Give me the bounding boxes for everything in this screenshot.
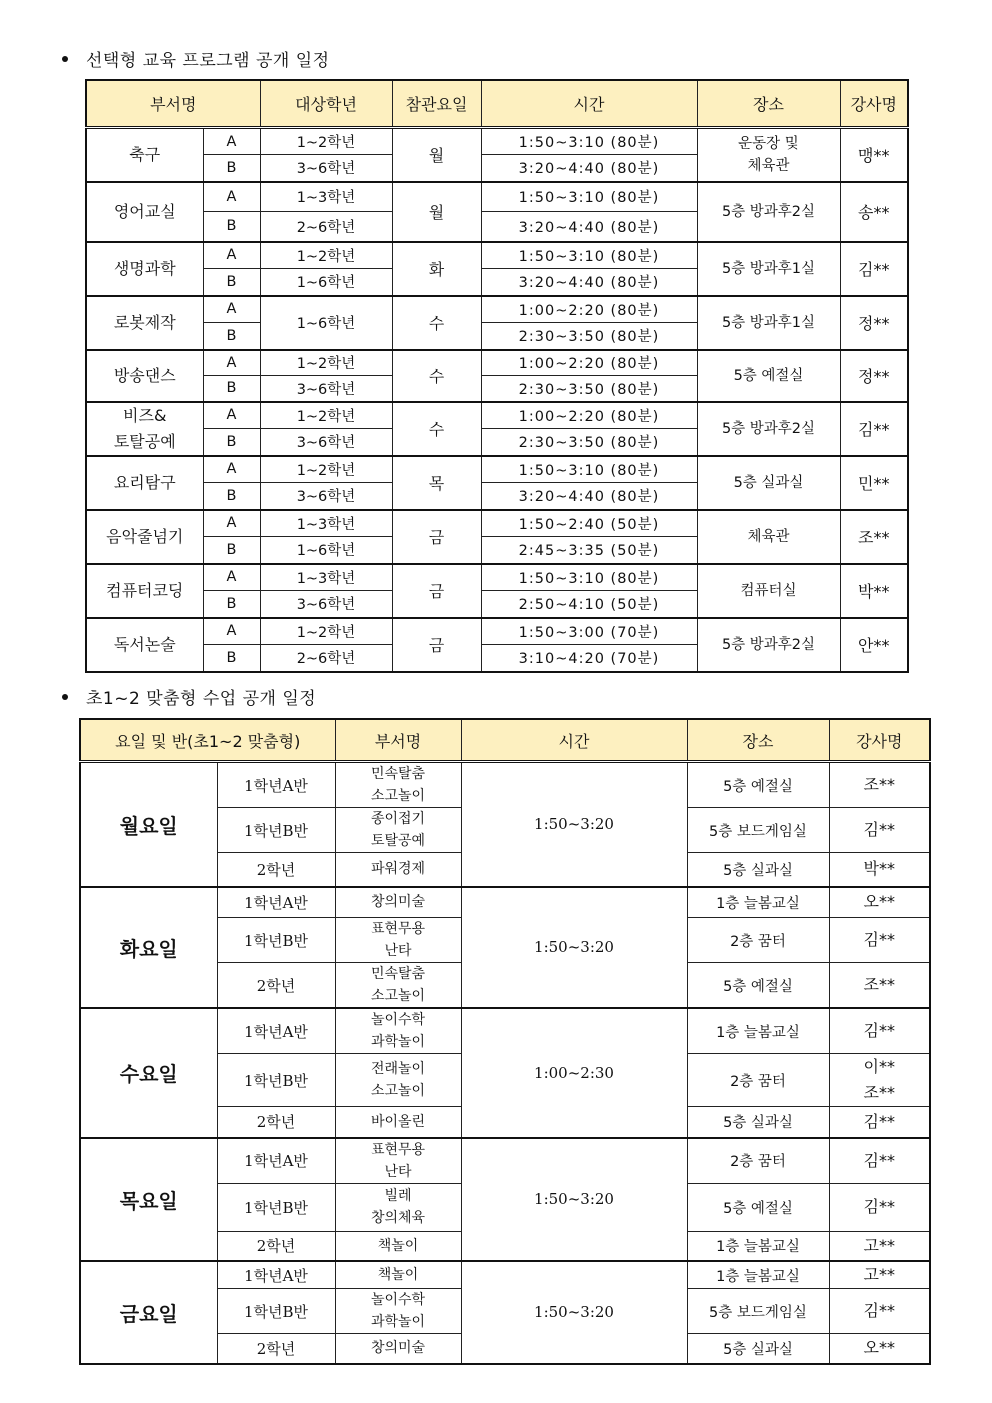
table-row	[86, 350, 908, 376]
cell-line: 5층 예절실	[733, 367, 804, 384]
class-label: 2학년	[217, 1231, 335, 1261]
bullet-icon	[62, 694, 68, 700]
day-group	[80, 887, 930, 1009]
teacher-cell	[829, 1054, 930, 1107]
place-cell: 5층 실과실	[687, 1107, 829, 1138]
dept-name	[86, 456, 203, 510]
table-row	[86, 128, 908, 155]
place-cell: 5층 보드게임실	[687, 808, 829, 853]
cell-line: 김**	[863, 1197, 895, 1216]
program-group	[86, 296, 908, 350]
cell-line: 생명과학	[113, 258, 176, 278]
dept-name	[335, 1231, 461, 1261]
class-label: B	[203, 323, 260, 350]
time-cell: 3:20~4:40 (80분)	[481, 212, 697, 242]
place-cell	[697, 510, 840, 564]
visit-day: 금	[392, 510, 481, 564]
cell-line: 김**	[863, 1150, 895, 1170]
cell-line: 체육관	[747, 157, 790, 174]
class-label: 2학년	[217, 853, 335, 887]
class-label: 1학년B반	[217, 808, 335, 853]
dept-name	[335, 1289, 461, 1334]
header-dept: 부서명	[335, 719, 461, 762]
teacher-cell	[829, 853, 930, 887]
header-grade: 대상학년	[260, 80, 392, 128]
time-cell: 1:50~3:10 (80분)	[481, 456, 697, 483]
table-row	[80, 1008, 930, 1054]
class-label: B	[203, 483, 260, 510]
bullet-icon	[62, 56, 68, 62]
visit-day: 수	[392, 402, 481, 456]
time-cell: 1:50~3:10 (80분)	[481, 128, 697, 155]
cell-line: 5층 방과후2실	[721, 420, 816, 437]
time-cell: 2:30~3:50 (80분)	[481, 376, 697, 402]
cell-line: 영어교실	[113, 201, 176, 221]
teacher-cell: 송**	[840, 182, 908, 242]
cell-line: 5층 방과후1실	[721, 314, 816, 331]
place-cell	[697, 182, 840, 242]
header-time: 시간	[481, 80, 697, 128]
dept-name	[335, 887, 461, 918]
dept-name	[86, 350, 203, 402]
cell-line: 표현무용	[370, 1141, 426, 1158]
teacher-cell	[829, 1107, 930, 1138]
cell-line: 음악줄넘기	[106, 526, 184, 546]
cell-line: 빌레	[384, 1188, 412, 1204]
dept-name	[335, 1334, 461, 1364]
day-group	[80, 762, 930, 887]
time-cell: 1:50~3:00 (70분)	[481, 618, 697, 645]
selective-program-table	[85, 79, 909, 673]
cell-line: 난타	[384, 1163, 412, 1180]
header-teacher: 강사명	[840, 80, 908, 128]
target-grade: 1~3학년	[260, 564, 392, 591]
cell-line: 컴퓨터실	[740, 582, 797, 599]
visit-day: 금	[392, 618, 481, 672]
cell-line: 조**	[863, 1083, 895, 1102]
header-time: 시간	[461, 719, 687, 762]
cell-line: 소고놀이	[370, 988, 426, 1004]
cell-line: 난타	[384, 943, 412, 959]
cell-line: 5층 방과후1실	[721, 260, 816, 277]
visit-day: 화	[392, 242, 481, 296]
place-cell	[697, 350, 840, 402]
visit-day: 월	[392, 182, 481, 242]
class-label: 1학년B반	[217, 1289, 335, 1334]
teacher-cell: 안**	[840, 618, 908, 672]
table-row	[80, 1138, 930, 1184]
dept-name	[335, 1183, 461, 1231]
header-place: 장소	[687, 719, 829, 762]
time-cell: 1:50~3:10 (80분)	[481, 564, 697, 591]
cell-line: 독서논술	[113, 634, 176, 654]
teacher-cell	[829, 1334, 930, 1364]
class-label: A	[203, 618, 260, 645]
place-cell: 1층 늘봄교실	[687, 1231, 829, 1261]
teacher-cell	[829, 1008, 930, 1054]
dept-name	[335, 1107, 461, 1138]
header-day: 참관요일	[392, 80, 481, 128]
target-grade: 3~6학년	[260, 483, 392, 510]
time-cell: 1:00~2:30	[461, 1008, 687, 1138]
teacher-cell: 박**	[840, 564, 908, 618]
place-cell	[697, 618, 840, 672]
teacher-cell: 김**	[840, 402, 908, 456]
dept-name	[86, 618, 203, 672]
class-label: A	[203, 456, 260, 483]
time-cell: 1:50~3:20	[461, 762, 687, 887]
place-cell: 5층 예절실	[687, 762, 829, 808]
class-label: A	[203, 564, 260, 591]
place-cell	[697, 128, 840, 182]
time-cell: 3:20~4:40 (80분)	[481, 155, 697, 182]
table-row	[80, 762, 930, 808]
place-cell: 1층 늘봄교실	[687, 887, 829, 918]
place-cell: 5층 실과실	[687, 1334, 829, 1364]
visit-day: 수	[392, 296, 481, 350]
class-label: 1학년B반	[217, 1183, 335, 1231]
cell-line: 김**	[863, 1301, 895, 1320]
teacher-cell	[829, 808, 930, 853]
cell-line: 축구	[129, 144, 161, 164]
class-label: B	[203, 537, 260, 564]
header-day-class: 요일 및 반(초1~2 맞춤형)	[80, 719, 335, 762]
teacher-cell	[829, 1289, 930, 1334]
cell-line: 고**	[863, 1265, 895, 1284]
dept-name	[86, 128, 203, 182]
cell-line: 김**	[863, 820, 895, 839]
target-grade: 3~6학년	[260, 429, 392, 456]
time-cell: 3:20~4:40 (80분)	[481, 483, 697, 510]
place-cell: 5층 예절실	[687, 963, 829, 1009]
cell-line: 요리탐구	[113, 472, 176, 492]
program-group	[86, 182, 908, 242]
dept-name	[335, 1261, 461, 1289]
class-label: B	[203, 155, 260, 182]
weekday: 화요일	[80, 887, 217, 1009]
cell-line: 고**	[863, 1235, 895, 1255]
dept-name	[335, 853, 461, 887]
cell-line: 전래놀이	[370, 1061, 426, 1077]
place-cell	[697, 564, 840, 618]
class-label: 1학년A반	[217, 762, 335, 808]
teacher-cell	[829, 762, 930, 808]
header-dept: 부서명	[86, 80, 260, 128]
class-label: 2학년	[217, 1107, 335, 1138]
teacher-cell: 맹**	[840, 128, 908, 182]
teacher-cell: 정**	[840, 296, 908, 350]
table-row	[86, 618, 908, 645]
class-label: B	[203, 591, 260, 618]
class-label: 1학년B반	[217, 918, 335, 963]
teacher-cell	[829, 887, 930, 918]
table-header-row	[80, 719, 930, 762]
cell-line: 5층 실과실	[733, 474, 804, 491]
teacher-cell: 김**	[840, 242, 908, 296]
place-cell: 2층 꿈터	[687, 1054, 829, 1107]
visit-day: 월	[392, 128, 481, 182]
cell-line: 오**	[863, 892, 895, 912]
place-cell: 2층 꿈터	[687, 1138, 829, 1184]
teacher-cell	[829, 1183, 930, 1231]
cell-line: 파워경제	[370, 861, 426, 878]
dept-name	[86, 182, 203, 242]
program-group	[86, 456, 908, 510]
day-group	[80, 1138, 930, 1262]
cell-line: 컴퓨터코딩	[106, 580, 184, 600]
custom-class-table	[79, 718, 931, 1365]
class-label: 1학년B반	[217, 1054, 335, 1107]
cell-line: 비즈&	[123, 405, 167, 425]
time-cell: 2:50~4:10 (50분)	[481, 591, 697, 618]
table-row	[80, 1261, 930, 1289]
target-grade: 1~2학년	[260, 618, 392, 645]
time-cell: 1:50~3:20	[461, 1261, 687, 1364]
target-grade: 1~2학년	[260, 456, 392, 483]
target-grade: 2~6학년	[260, 212, 392, 242]
cell-line: 창의미술	[370, 894, 426, 911]
time-cell: 1:50~3:20	[461, 887, 687, 1009]
cell-line: 방송댄스	[113, 365, 176, 385]
cell-line: 민속탈춤	[370, 966, 426, 982]
section1-title: 선택형 교육 프로그램 공개 일정	[62, 46, 330, 71]
class-label: 2학년	[217, 1334, 335, 1364]
dept-name	[335, 1138, 461, 1184]
table-row	[86, 510, 908, 537]
target-grade: 3~6학년	[260, 376, 392, 402]
program-group	[86, 564, 908, 618]
time-cell: 1:00~2:20 (80분)	[481, 402, 697, 429]
cell-line: 5층 방과후2실	[721, 203, 816, 220]
weekday: 목요일	[80, 1138, 217, 1262]
cell-line: 놀이수학	[370, 1012, 426, 1028]
class-label: A	[203, 510, 260, 537]
target-grade: 1~3학년	[260, 182, 392, 212]
weekday: 수요일	[80, 1008, 217, 1138]
cell-line: 창의체육	[370, 1210, 426, 1226]
class-label: A	[203, 402, 260, 429]
class-label: 2학년	[217, 963, 335, 1009]
day-group	[80, 1008, 930, 1138]
class-label: 1학년A반	[217, 1008, 335, 1054]
cell-line: 김**	[863, 1021, 895, 1040]
class-label: A	[203, 128, 260, 155]
teacher-cell	[829, 918, 930, 963]
cell-line: 이**	[863, 1057, 895, 1076]
time-cell: 2:30~3:50 (80분)	[481, 429, 697, 456]
time-cell: 1:00~2:20 (80분)	[481, 350, 697, 376]
cell-line: 소고놀이	[370, 788, 426, 804]
cell-line: 책놀이	[377, 1237, 419, 1254]
cell-line: 로봇제작	[113, 312, 176, 332]
program-group	[86, 402, 908, 456]
program-group	[86, 618, 908, 672]
class-label: 1학년A반	[217, 1138, 335, 1184]
dept-name	[86, 510, 203, 564]
table-row	[86, 182, 908, 212]
cell-line: 과학놀이	[370, 1034, 426, 1050]
visit-day: 수	[392, 350, 481, 402]
header-teacher: 강사명	[829, 719, 930, 762]
table-row	[86, 564, 908, 591]
teacher-cell	[829, 1261, 930, 1289]
weekday: 금요일	[80, 1261, 217, 1364]
cell-line: 오**	[863, 1338, 895, 1358]
place-cell: 5층 예절실	[687, 1183, 829, 1231]
cell-line: 놀이수학	[370, 1292, 426, 1308]
day-group	[80, 1261, 930, 1364]
weekday: 월요일	[80, 762, 217, 887]
time-cell: 1:00~2:20 (80분)	[481, 296, 697, 323]
target-grade: 1~6학년	[260, 296, 392, 350]
cell-line: 민속탈춤	[370, 766, 426, 782]
dept-name	[86, 402, 203, 456]
dept-name	[335, 1054, 461, 1107]
section2-title: 초1~2 맞춤형 수업 공개 일정	[62, 684, 316, 709]
class-label: 1학년A반	[217, 1261, 335, 1289]
dept-name	[335, 963, 461, 1009]
place-cell	[697, 402, 840, 456]
program-group	[86, 350, 908, 402]
teacher-cell	[829, 963, 930, 1009]
class-label: B	[203, 376, 260, 402]
dept-name	[86, 564, 203, 618]
cell-line: 김**	[863, 930, 895, 949]
place-cell	[697, 296, 840, 350]
header-place: 장소	[697, 80, 840, 128]
cell-line: 창의미술	[370, 1340, 426, 1357]
class-label: B	[203, 212, 260, 242]
target-grade: 3~6학년	[260, 591, 392, 618]
teacher-cell: 민**	[840, 456, 908, 510]
dept-name	[86, 242, 203, 296]
teacher-cell	[829, 1138, 930, 1184]
place-cell: 5층 보드게임실	[687, 1289, 829, 1334]
target-grade: 1~6학년	[260, 537, 392, 564]
cell-line: 과학놀이	[370, 1314, 426, 1330]
place-cell: 1층 늘봄교실	[687, 1261, 829, 1289]
teacher-cell: 조**	[840, 510, 908, 564]
teacher-cell	[829, 1231, 930, 1261]
target-grade: 1~6학년	[260, 269, 392, 296]
table-row	[86, 296, 908, 323]
program-group	[86, 128, 908, 182]
time-cell: 3:20~4:40 (80분)	[481, 269, 697, 296]
target-grade: 1~2학년	[260, 350, 392, 376]
program-group	[86, 242, 908, 296]
class-label: B	[203, 429, 260, 456]
dept-name	[335, 1008, 461, 1054]
table-row	[86, 402, 908, 429]
time-cell: 3:10~4:20 (70분)	[481, 645, 697, 672]
target-grade: 1~3학년	[260, 510, 392, 537]
visit-day: 금	[392, 564, 481, 618]
cell-line: 조**	[863, 775, 895, 794]
table-row	[86, 242, 908, 269]
place-cell: 1층 늘봄교실	[687, 1008, 829, 1054]
cell-line: 김**	[863, 1111, 895, 1131]
cell-line: 토탈공예	[370, 833, 426, 849]
cell-line: 바이올린	[370, 1113, 426, 1130]
time-cell: 1:50~3:10 (80분)	[481, 182, 697, 212]
dept-name	[335, 762, 461, 808]
target-grade: 1~2학년	[260, 242, 392, 269]
target-grade: 3~6학년	[260, 155, 392, 182]
time-cell: 1:50~3:20	[461, 1138, 687, 1262]
cell-line: 체육관	[747, 528, 790, 545]
time-cell: 2:30~3:50 (80분)	[481, 323, 697, 350]
cell-line: 종이접기	[370, 811, 426, 827]
target-grade: 2~6학년	[260, 645, 392, 672]
cell-line: 5층 방과후2실	[721, 636, 816, 653]
time-cell: 1:50~3:10 (80분)	[481, 242, 697, 269]
class-label: A	[203, 182, 260, 212]
table-header-row	[86, 80, 908, 128]
cell-line: 운동장 및	[738, 135, 799, 152]
cell-line: 책놀이	[377, 1267, 419, 1283]
dept-name	[335, 808, 461, 853]
class-label: B	[203, 645, 260, 672]
dept-name	[86, 296, 203, 350]
place-cell: 5층 실과실	[687, 853, 829, 887]
place-cell: 2층 꿈터	[687, 918, 829, 963]
program-group	[86, 510, 908, 564]
teacher-cell: 정**	[840, 350, 908, 402]
cell-line: 토탈공예	[113, 431, 176, 451]
table-row	[80, 887, 930, 918]
time-cell: 2:45~3:35 (50분)	[481, 537, 697, 564]
class-label: A	[203, 350, 260, 376]
cell-line: 표현무용	[370, 921, 426, 937]
dept-name	[335, 918, 461, 963]
place-cell	[697, 242, 840, 296]
place-cell	[697, 456, 840, 510]
target-grade: 1~2학년	[260, 402, 392, 429]
class-label: A	[203, 242, 260, 269]
class-label: B	[203, 269, 260, 296]
cell-line: 박**	[863, 859, 895, 879]
target-grade: 1~2학년	[260, 128, 392, 155]
visit-day: 목	[392, 456, 481, 510]
class-label: 1학년A반	[217, 887, 335, 918]
cell-line: 조**	[863, 975, 895, 994]
time-cell: 1:50~2:40 (50분)	[481, 510, 697, 537]
table-row	[86, 456, 908, 483]
cell-line: 소고놀이	[370, 1083, 426, 1099]
class-label: A	[203, 296, 260, 323]
